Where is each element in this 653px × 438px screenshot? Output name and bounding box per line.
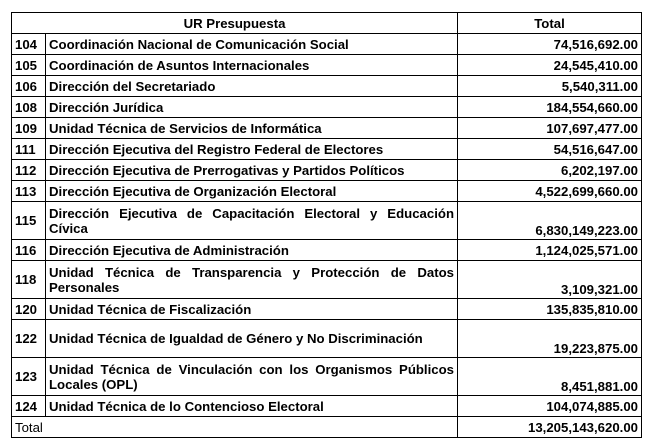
- table-row: [12, 396, 642, 417]
- ur-code: 104: [12, 34, 46, 55]
- table-row: [12, 261, 642, 299]
- table-row: [12, 139, 642, 160]
- table-row: [12, 181, 642, 202]
- ur-name: Coordinación Nacional de Comunicación Social: [46, 34, 458, 55]
- ur-code: 124: [12, 396, 46, 417]
- table-row: [12, 358, 642, 396]
- ur-amount: 8,451,881.00: [458, 358, 642, 396]
- ur-code: 122: [12, 320, 46, 358]
- ur-name: Dirección Ejecutiva de Prerrogativas y Partidos Políticos: [46, 160, 458, 181]
- budget-table: [11, 12, 642, 438]
- ur-amount: 6,202,197.00: [458, 160, 642, 181]
- total-label: Total: [12, 417, 458, 438]
- table-row: [12, 240, 642, 261]
- ur-amount: 19,223,875.00: [458, 320, 642, 358]
- ur-name: Unidad Técnica de Vinculación con los Organismos Públicos Locales (OPL): [46, 358, 458, 396]
- ur-code: 118: [12, 261, 46, 299]
- ur-code: 112: [12, 160, 46, 181]
- table-row: [12, 320, 642, 358]
- table-row: [12, 34, 642, 55]
- ur-code: 109: [12, 118, 46, 139]
- ur-name: Unidad Técnica de Fiscalización: [46, 299, 458, 320]
- ur-amount: 4,522,699,660.00: [458, 181, 642, 202]
- table-row: [12, 202, 642, 240]
- ur-code: 123: [12, 358, 46, 396]
- ur-amount: 6,830,149,223.00: [458, 202, 642, 240]
- ur-amount: 24,545,410.00: [458, 55, 642, 76]
- ur-name: Unidad Técnica de lo Contencioso Electoral: [46, 396, 458, 417]
- ur-amount: 107,697,477.00: [458, 118, 642, 139]
- ur-amount: 74,516,692.00: [458, 34, 642, 55]
- ur-name: Dirección Ejecutiva del Registro Federal de Electores: [46, 139, 458, 160]
- ur-code: 120: [12, 299, 46, 320]
- ur-code: 108: [12, 97, 46, 118]
- ur-code: 116: [12, 240, 46, 261]
- ur-name: Dirección Jurídica: [46, 97, 458, 118]
- ur-code: 105: [12, 55, 46, 76]
- table-row: [12, 299, 642, 320]
- ur-name: Coordinación de Asuntos Internacionales: [46, 55, 458, 76]
- ur-code: 111: [12, 139, 46, 160]
- ur-amount: 184,554,660.00: [458, 97, 642, 118]
- ur-amount: 135,835,810.00: [458, 299, 642, 320]
- ur-amount: 3,109,321.00: [458, 261, 642, 299]
- header-row: [12, 13, 642, 34]
- ur-amount: 104,074,885.00: [458, 396, 642, 417]
- ur-name: Dirección del Secretariado: [46, 76, 458, 97]
- ur-code: 106: [12, 76, 46, 97]
- table-row: [12, 118, 642, 139]
- ur-name: Dirección Ejecutiva de Organización Electoral: [46, 181, 458, 202]
- ur-code: 113: [12, 181, 46, 202]
- ur-code: 115: [12, 202, 46, 240]
- ur-amount: 5,540,311.00: [458, 76, 642, 97]
- table-row: [12, 160, 642, 181]
- table-row: [12, 76, 642, 97]
- ur-amount: 1,124,025,571.00: [458, 240, 642, 261]
- ur-amount: 54,516,647.00: [458, 139, 642, 160]
- ur-name: Unidad Técnica de Transparencia y Protección de Datos Personales: [46, 261, 458, 299]
- ur-name: Unidad Técnica de Servicios de Informática: [46, 118, 458, 139]
- table-row: [12, 97, 642, 118]
- total-row: [12, 417, 642, 438]
- total-amount: 13,205,143,620.00: [458, 417, 642, 438]
- header-ur-presupuesta: UR Presupuesta: [12, 13, 458, 34]
- header-total: Total: [458, 13, 642, 34]
- ur-name: Unidad Técnica de Igualdad de Género y No Discriminación: [46, 320, 458, 358]
- ur-name: Dirección Ejecutiva de Administración: [46, 240, 458, 261]
- ur-name: Dirección Ejecutiva de Capacitación Electoral y Educación Cívica: [46, 202, 458, 240]
- table-row: [12, 55, 642, 76]
